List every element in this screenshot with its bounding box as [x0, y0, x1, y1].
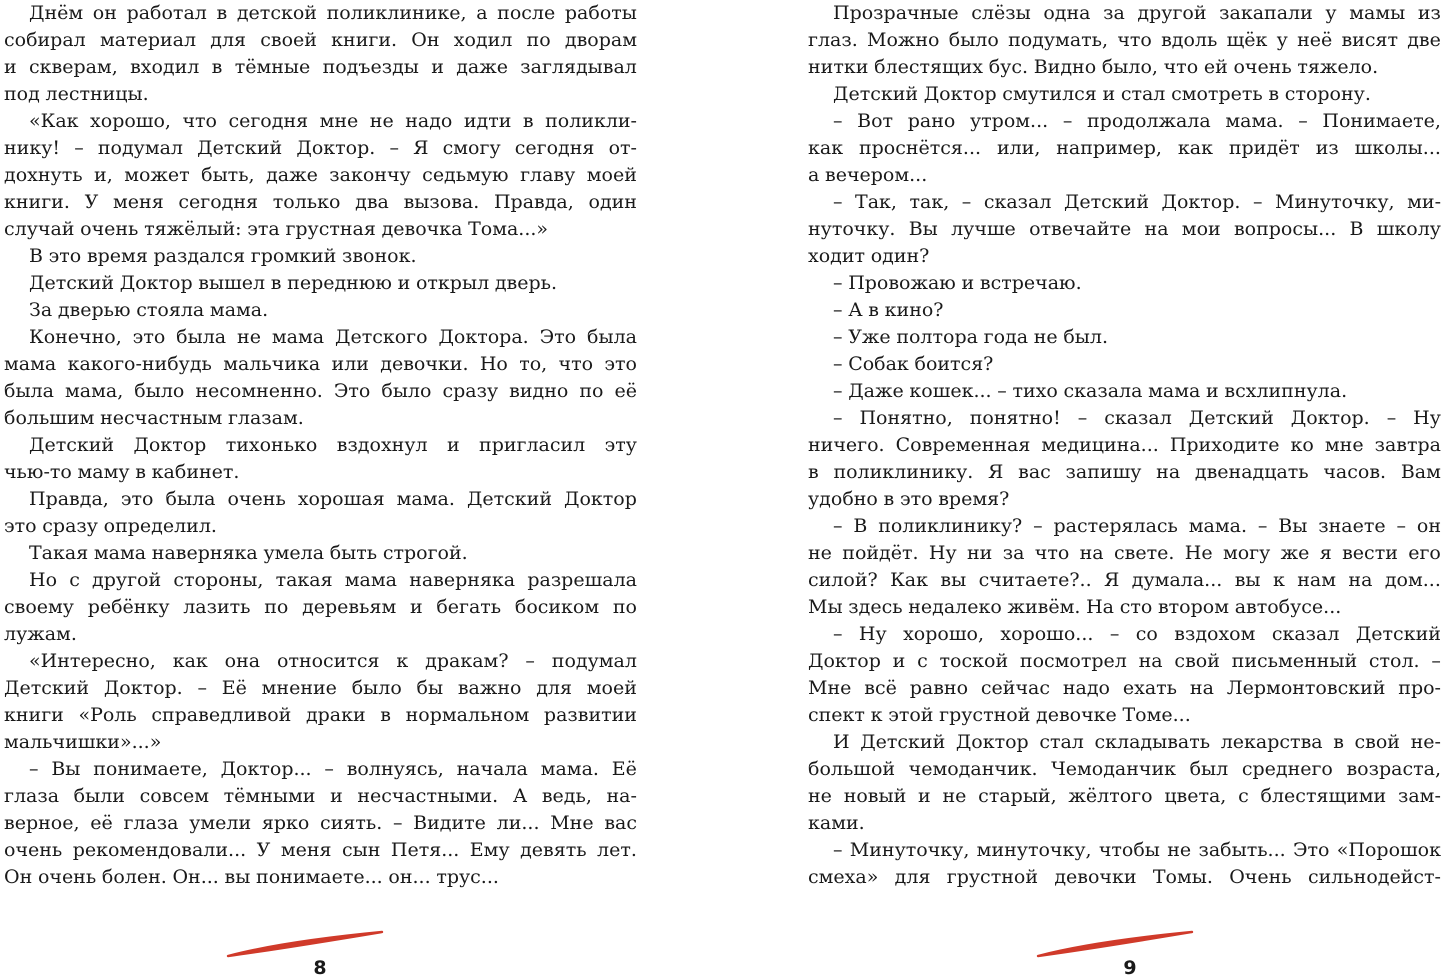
- text-line: Доктор и с тоской посмотрел на свой письменный стол. –: [808, 650, 1441, 672]
- text-line: «Интересно, как она относится к дракам? – подумал: [29, 650, 637, 672]
- text-line: Мне всё равно сейчас надо ехать на Лермонтовский про-: [808, 677, 1441, 699]
- text-line: случай очень тяжёлый: эта грустная девочка Тома...»: [4, 218, 549, 240]
- text-line: глаза были совсем тёмными и несчастными. А ведь, на-: [4, 785, 637, 807]
- text-line: под лестницы.: [4, 83, 149, 105]
- text-line: – Минуточку, минуточку, чтобы не забыть... Это «Порошок: [833, 839, 1441, 861]
- text-line: – Вот рано утром... – продолжала мама. – Понимаете,: [833, 110, 1441, 132]
- page-number-left: 8: [313, 957, 327, 979]
- text-line: За дверью стояла мама.: [29, 299, 269, 321]
- text-line: – В поликлинику? – растерялась мама. – Вы знаете – он: [833, 515, 1441, 537]
- text-line: – Даже кошек... – тихо сказала мама и всхлипнула.: [833, 380, 1348, 402]
- text-line: В это время раздался громкий звонок.: [29, 245, 417, 267]
- text-line: своему ребёнку лазить по деревьям и бегать босиком по: [4, 596, 637, 618]
- left-page-footer: [220, 925, 420, 978]
- text-line: – Уже полтора года не был.: [833, 326, 1109, 348]
- text-line: Правда, это была очень хорошая мама. Детский Доктор: [29, 488, 637, 510]
- text-line: собирал материал для своей книги. Он ходил по дворам: [4, 29, 637, 51]
- text-line: это сразу определил.: [4, 515, 217, 537]
- text-line: дохнуть и, может быть, даже закончу седьмую главу моей: [4, 164, 637, 186]
- text-line: «Как хорошо, что сегодня мне не надо идти в поликли-: [29, 110, 637, 132]
- text-line: очень рекомендовали... У меня сын Петя... Ему девять лет.: [4, 839, 637, 861]
- text-line: не пойдёт. Ну ни за что на свете. Не могу же я вести его: [808, 542, 1441, 564]
- left-page-text: [4, 0, 637, 891]
- right-page: [808, 0, 1441, 978]
- text-line: а вечером...: [808, 164, 928, 186]
- text-line: силой? Как вы считаете?.. Я думала... вы к нам на дом...: [808, 569, 1441, 591]
- text-line: верное, её глаза умели ярко сиять. – Видите ли... Мне вас: [4, 812, 637, 834]
- text-line: Конечно, это была не мама Детского Доктора. Это была: [29, 326, 637, 348]
- text-line: – Вы понимаете, Доктор... – волнуясь, начала мама. Её: [29, 758, 637, 780]
- text-line: Он очень болен. Он... вы понимаете... он... трус...: [4, 866, 499, 888]
- page-number-right: 9: [1123, 957, 1137, 979]
- right-page-text: [808, 0, 1441, 891]
- brush-stroke-decoration: [1030, 925, 1200, 961]
- text-line: нику! – подумал Детский Доктор. – Я смогу сегодня от-: [4, 137, 637, 159]
- text-line: Детский Доктор смутился и стал смотреть в сторону.: [833, 83, 1371, 105]
- text-line: Детский Доктор тихонько вздохнул и пригласил эту: [29, 434, 637, 456]
- text-line: как проснётся... или, например, как придёт из школы...: [808, 137, 1441, 159]
- text-line: в поликлинику. Я вас запишу на двенадцать часов. Вам: [808, 461, 1441, 483]
- text-line: – Провожаю и встречаю.: [833, 272, 1082, 294]
- text-line: – Так, так, – сказал Детский Доктор. – Минуточку, ми-: [833, 191, 1441, 213]
- text-line: Днём он работал в детской поликлинике, а после работы: [29, 2, 637, 24]
- text-line: ками.: [808, 812, 865, 834]
- text-line: – А в кино?: [833, 299, 944, 321]
- text-line: нуточку. Вы лучше отвечайте на мои вопросы... В школу: [808, 218, 1441, 240]
- text-line: И Детский Доктор стал складывать лекарства в свой не-: [833, 731, 1441, 753]
- text-line: – Понятно, понятно! – сказал Детский Доктор. – Ну: [833, 407, 1441, 429]
- text-line: Мы здесь недалеко живём. На сто втором автобусе...: [808, 596, 1342, 618]
- text-line: не новый и не старый, жёлтого цвета, с блестящими зам-: [808, 785, 1441, 807]
- text-line: Но с другой стороны, такая мама наверняка разрешала: [29, 569, 637, 591]
- text-line: Детский Доктор. – Её мнение было бы важно для моей: [4, 677, 637, 699]
- text-line: Детский Доктор вышел в переднюю и открыл дверь.: [29, 272, 558, 294]
- text-line: и скверам, входил в тёмные подъезды и даже заглядывал: [4, 56, 637, 78]
- text-line: большой чемоданчик. Чемоданчик был среднего возраста,: [808, 758, 1441, 780]
- text-line: чью-то маму в кабинет.: [4, 461, 240, 483]
- left-page: [4, 0, 637, 978]
- text-line: была мама, было несомненно. Это было сразу видно по её: [4, 380, 637, 402]
- text-line: книги «Роль справедливой драки в нормальном развитии: [4, 704, 637, 726]
- text-line: книги. У меня сегодня только два вызова. Правда, один: [4, 191, 637, 213]
- text-line: ходит один?: [808, 245, 930, 267]
- text-line: – Собак боится?: [833, 353, 994, 375]
- text-line: большим несчастным глазам.: [4, 407, 304, 429]
- text-line: Такая мама наверняка умела быть строгой.: [29, 542, 468, 564]
- text-line: удобно в это время?: [808, 488, 1010, 510]
- brush-stroke-decoration: [220, 925, 390, 961]
- text-line: лужам.: [4, 623, 77, 645]
- text-line: мальчишки»...»: [4, 731, 162, 753]
- text-line: – Ну хорошо, хорошо... – со вздохом сказал Детский: [833, 623, 1441, 645]
- text-line: глаз. Можно было подумать, что вдоль щёк у неё висят две: [808, 29, 1441, 51]
- right-page-footer: [1030, 925, 1230, 978]
- text-line: спект к этой грустной девочке Томе...: [808, 704, 1191, 726]
- text-line: нитки блестящих бус. Видно было, что ей очень тяжело.: [808, 56, 1379, 78]
- text-line: мама какого-нибудь мальчика или девочки. Но то, что это: [4, 353, 637, 375]
- text-line: ничего. Современная медицина... Приходите ко мне завтра: [808, 434, 1441, 456]
- text-line: Прозрачные слёзы одна за другой закапали у мамы из: [833, 2, 1441, 24]
- text-line: смеха» для грустной девочки Томы. Очень сильнодейст-: [808, 866, 1441, 888]
